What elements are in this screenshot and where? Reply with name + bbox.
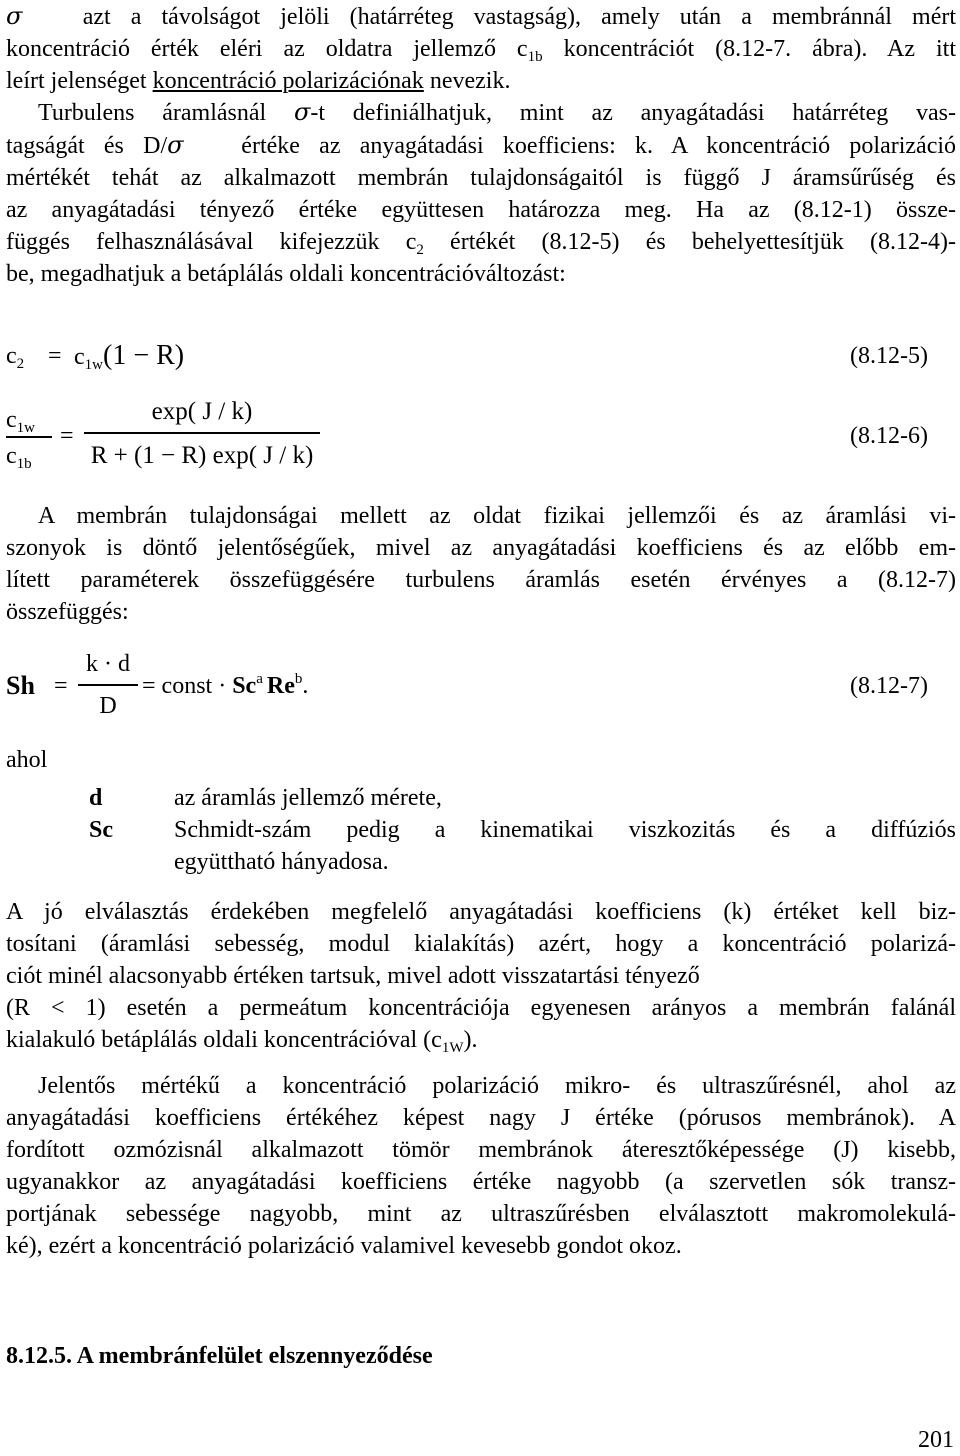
- text-line: [6, 65, 956, 97]
- text-line: összefüggés:: [6, 599, 129, 625]
- equation-lhs: [6, 340, 24, 372]
- paragraph-significant-polarization: [6, 1070, 956, 1262]
- text-fragment: ).: [463, 1027, 478, 1053]
- equation-8-12-6: [6, 392, 956, 482]
- equation-rhs: [74, 340, 184, 373]
- subscript: 1b: [16, 456, 32, 472]
- eq-symbol: c: [6, 443, 17, 469]
- sigma-symbol: σ: [6, 2, 23, 30]
- text-fragment: -t definiálhatjuk, mint az anyagátadási határréteg vas-: [310, 100, 956, 126]
- text-line: lített paraméterek összefüggésére turbulens áramlás esetén érvényes a (8.12-7): [6, 567, 956, 593]
- equation-8-12-7: [6, 648, 956, 732]
- paragraph-sigma-definition: [6, 0, 956, 97]
- lhs-fraction-bar: [6, 436, 52, 438]
- equation-number: (8.12-6): [850, 423, 928, 449]
- text-fragment: értékét (8.12-5) és behelyettesítjük (8.12-4)-: [423, 229, 956, 255]
- definition-description: Schmidt-szám pedig a kinematikai viszkozitás és a diffúziós: [174, 817, 956, 843]
- text-line: A jó elválasztás érdekében megfelelő anyagátadási koefficiens (k) értéket kell biz-: [6, 899, 956, 925]
- paragraph-membrane-properties: [6, 500, 956, 628]
- text-line: fordított ozmózisnál alkalmazott tömör membránok áteresztőképessége (J) kisebb,: [6, 1137, 956, 1163]
- text-line: ciót minél alacsonyabb értéken tartsuk, mivel adott visszatartási tényező: [6, 963, 700, 989]
- reynolds-number: Re: [266, 673, 295, 699]
- subscript: 1w: [16, 420, 35, 436]
- fraction-bar: [78, 684, 138, 686]
- rhs-denominator: R + (1 − R) exp( J / k): [90, 442, 314, 469]
- text-fragment: koncentrációt (8.12-7. ábra). Az itt: [542, 36, 956, 62]
- text-fragment: azt a távolságot jelöli (határréteg vastagság), amely után a membránnál mért: [82, 4, 957, 30]
- subscript: 1w: [84, 357, 103, 373]
- text-line: [6, 96, 956, 129]
- equation-8-12-5: [6, 340, 956, 376]
- definition-item: [0, 782, 960, 814]
- text-fragment: Turbulens áramlásnál: [38, 100, 294, 126]
- where-label: ahol: [6, 747, 48, 773]
- text-line: ugyanakkor az anyagátadási koefficiens értéke nagyobb (a szervetlen sók transz-: [6, 1169, 956, 1195]
- section-heading: 8.12.5. A membránfelület elszennyeződése: [6, 1343, 433, 1369]
- subscript: 1b: [527, 49, 543, 65]
- text-line: portjának sebessége nagyobb, mint az ultraszűrésben elválasztott makromolekulá-: [6, 1201, 956, 1227]
- eq-const: = const ·: [142, 673, 233, 699]
- text-fragment: leírt jelenséget: [6, 68, 153, 94]
- text-fragment: kialakuló betáplálás oldali koncentrációval (c: [6, 1027, 442, 1053]
- equation-rhs: [142, 670, 308, 702]
- paragraph-turbulent-flow: [6, 96, 956, 290]
- equation-number: (8.12-5): [850, 343, 928, 369]
- text-line: mértékét tehát az alkalmazott membrán tulajdonságaitól is függő J áramsűrűség és: [6, 165, 956, 191]
- subscript: 2: [416, 242, 424, 258]
- text-line: be, megadhatjuk a betáplálás oldali koncentrációváltozást:: [6, 261, 566, 287]
- text-fragment: tagságát és D/: [6, 133, 168, 159]
- eq-symbol: c: [74, 344, 85, 370]
- text-line: szonyok is döntő jelentőségűek, mivel az anyagátadási koefficiens és az előbb em-: [6, 535, 956, 561]
- definition-term: d: [89, 785, 103, 811]
- text-line: [6, 33, 956, 65]
- equation-number: (8.12-7): [850, 673, 928, 699]
- definition-description: az áramlás jellemző mérete,: [174, 785, 442, 811]
- eq-parenthesis-term: (1 − R): [103, 340, 185, 371]
- schmidt-number: Sc: [232, 673, 257, 699]
- text-fragment: nevezik.: [423, 68, 511, 94]
- text-line: (R < 1) esetén a permeátum koncentrációja egyenesen arányos a membrán falánál: [6, 995, 956, 1021]
- equals-sign: =: [60, 423, 74, 449]
- text-line: A membrán tulajdonságai mellett az oldat fizikai jellemzői és az áramlási vi-: [38, 503, 956, 529]
- subscript: 2: [16, 356, 25, 372]
- text-fragment: értéke az anyagátadási koefficiens: k. A koncentráció polarizáció: [222, 133, 957, 159]
- eq-symbol: c: [6, 407, 17, 433]
- text-fragment: függés felhasználásával kifejezzük c: [6, 229, 417, 255]
- text-line: [6, 226, 956, 258]
- sherwood-number: Sh: [6, 671, 35, 700]
- lhs-numerator: [6, 404, 35, 436]
- text-line: az anyagátadási tényező értéke együttesen határozza meg. Ha az (8.12-1) össze-: [6, 197, 956, 223]
- text-line: anyagátadási koefficiens értékéhez képest nagy J értéke (pórusos membránok). A: [6, 1105, 956, 1131]
- superscript: a: [256, 671, 263, 687]
- paragraph-good-separation: [6, 896, 956, 1056]
- text-line: tosítani (áramlási sebesség, modul kialakítás) azért, hogy a koncentráció polarizá-: [6, 931, 956, 957]
- eq-dot: .: [302, 673, 309, 699]
- text-line: Jelentős mértékű a koncentráció polarizáció mikro- és ultraszűrésnél, ahol az: [38, 1073, 956, 1099]
- lhs-denominator: [6, 440, 32, 472]
- rhs-numerator: exp( J / k): [151, 398, 253, 425]
- underlined-term[interactable]: koncentráció polarizációnak: [152, 68, 424, 94]
- sigma-symbol: σ: [167, 131, 184, 159]
- text-line: ké), ezért a koncentráció polarizáció valamivel kevesebb gondot okoz.: [6, 1233, 682, 1259]
- superscript: b: [294, 671, 303, 687]
- definition-description-cont: együttható hányadosa.: [174, 849, 389, 875]
- rhs-fraction-bar: [84, 432, 320, 434]
- eq-symbol: c: [6, 343, 17, 369]
- definition-term: Sc: [89, 817, 113, 843]
- definition-item: [0, 814, 960, 878]
- text-line: [6, 0, 956, 33]
- fraction-numerator: k · d: [86, 651, 130, 677]
- equals-sign: =: [48, 343, 62, 369]
- sigma-symbol: σ: [293, 98, 311, 126]
- equals-sign: =: [54, 673, 68, 699]
- text-fragment: koncentráció érték eléri az oldatra jellemző c: [6, 36, 528, 62]
- subscript: 1W: [441, 1040, 464, 1056]
- fraction-denominator: D: [99, 693, 117, 719]
- text-line: [6, 129, 956, 162]
- page-number: 201: [918, 1427, 954, 1453]
- text-line: [6, 1024, 956, 1056]
